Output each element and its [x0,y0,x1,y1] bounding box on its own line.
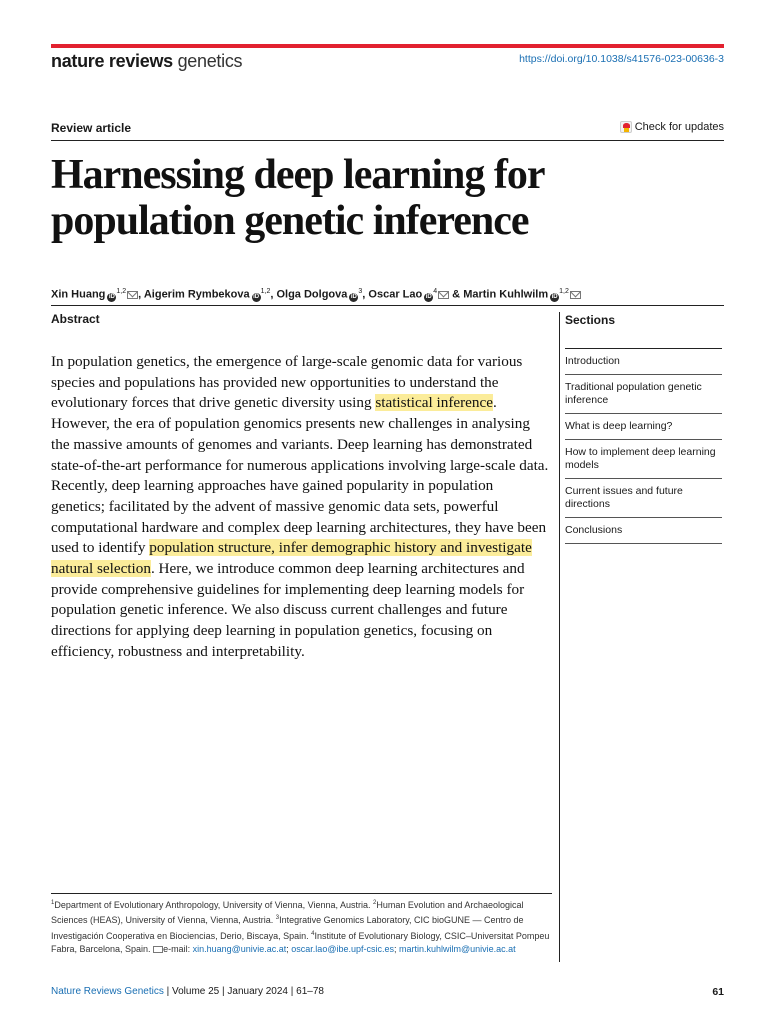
email-link-lao[interactable]: oscar.lao@ibe.upf-csic.es [291,944,394,955]
journal-name-light: genetics [177,51,243,71]
article-title: Harnessing deep learning for population genetic inference [51,152,544,244]
check-updates-label: Check for updates [634,121,724,133]
email-icon [153,946,163,953]
affiliation-1: Department of Evolutionary Anthropology, University of Vienna, Vienna, Austria. [54,900,374,910]
email-icon[interactable] [570,291,581,299]
email-icon[interactable] [127,291,138,299]
section-link-traditional-inference[interactable]: Traditional population genetic inference [565,375,722,414]
author-list [51,288,581,302]
affiliation-2: Human Evolution and Archaeological Sciences (HEAS), University of Vienna, Vienna, Austria. [51,900,524,926]
journal-name-bold: nature reviews [51,51,173,71]
orcid-icon[interactable]: iD [350,293,357,300]
author-affiliation-sup: 3 [358,288,363,295]
email-label: e-mail: [163,944,193,955]
top-accent-bar [51,44,724,48]
author-affiliation-sup: 1,2 [559,288,569,295]
email-link-huang[interactable]: xin.huang@univie.ac.at [192,944,287,955]
page-number: 61 [712,986,724,998]
section-link-introduction[interactable]: Introduction [565,349,722,375]
affiliation-3: Integrative Genomics Laboratory, CIC bioGUNE — Centro de Investigación Cooperativa en Biociencias, Derio, Biscaya, Spain. [51,915,524,941]
footer-citation [51,986,324,997]
affiliations: $^1$Department of Evolutionary Anthropology, University of Vienna, Vienna, Austria. $^2$Human Evolution and Archaeological Sciences (HEAS), University of Vienna, Vienna, Austria. $^3$Integrative Genomics Laboratory, CIC bioGUNE — Centro de Investigación Cooperativa en Biociencias, Derio, Biscaya, Spain. $^4$Institute of Evolutionary Biology, CSIC–Universitat Pompeu Fabra, Barcelona, Spain. e-mail: xin.huang@univie.ac.at; oscar.lao@ibe.upf-csic.es; martin.kuhlwilm@univie.ac.at [51,900,550,955]
author-affiliation-sup: 1,2 [260,288,271,295]
email-link-kuhlwilm[interactable]: martin.kuhlwilm@univie.ac.at [399,944,516,955]
author-name[interactable]: Xin Huang [51,288,106,301]
abstract-part-3: . Here, we introduce common deep learning architectures and provide comprehensive guidelines for implementing deep learning models for population genetic inference. We also discuss current challenges and future directions for applying deep learning in population genetics, focusing on efficiency, robustness and interpretability. [51,560,525,660]
highlight-population-structure[interactable]: population structure, infer demographic history and investigate natural selection [51,539,532,578]
affiliation-4: Institute of Evolutionary Biology, CSIC–Universitat Pompeu Fabra, Barcelona, Spain. [51,930,550,955]
section-link-how-to-implement[interactable]: How to implement deep learning models [565,440,722,479]
author-name[interactable]: Aigerim Rymbekova [143,288,250,301]
author-separator: , [138,288,144,301]
author-separator: , [362,288,369,301]
orcid-icon[interactable]: iD [551,293,558,300]
abstract-text [51,352,551,663]
header-divider [51,140,724,141]
article-type: Review article [51,121,132,135]
author-name[interactable]: Oscar Lao [368,288,423,301]
abstract-part-1: In population genetics, the emergence of large-scale genomic data for various species and populations has provided new opportunities to understand the evolutionary forces that drive genetic diversity using [51,353,523,412]
section-link-conclusions[interactable]: Conclusions [565,518,722,544]
sections-heading: Sections [565,313,616,327]
author-name[interactable]: Martin Kuhlwilm [463,288,549,301]
author-name[interactable]: Olga Dolgova [276,288,348,301]
highlight-statistical-inference[interactable]: statistical inference [375,394,493,412]
check-updates-button[interactable] [620,121,724,133]
affiliations-divider [51,893,552,894]
orcid-icon[interactable]: iD [253,293,260,300]
column-divider [559,312,560,962]
abstract-heading: Abstract [51,312,100,326]
journal-logo[interactable] [51,51,242,72]
author-affiliation-sup: 4 [433,288,438,295]
sections-list [565,349,722,544]
author-affiliation-sup: 1,2 [116,288,127,295]
section-link-what-is-deep-learning[interactable]: What is deep learning? [565,414,722,440]
abstract-part-2: . However, the era of population genomics presents new challenges in analysing the massive amounts of genomes and variants. Deep learning has demonstrated state-of-the-art performance for numerous applications involving large-scale data. Recently, deep learning approaches have gained popularity in population genetics; facilitated by the advent of massive genomic data sets, powerful computational hardware and complex deep learning architectures, they have been used to identify [51,394,549,557]
author-separator: & [449,288,464,301]
orcid-icon[interactable]: iD [108,293,115,300]
authors-divider [51,305,724,306]
check-updates-icon [620,121,632,133]
doi-link[interactable]: https://doi.org/10.1038/s41576-023-00636-3 [519,53,724,65]
footer-issue: | Volume 25 | January 2024 | 61–78 [163,986,324,997]
author-separator: , [270,288,277,301]
footer-journal[interactable]: Nature Reviews Genetics [51,986,164,997]
section-link-current-issues[interactable]: Current issues and future directions [565,479,722,518]
orcid-icon[interactable]: iD [425,293,432,300]
email-icon[interactable] [438,291,449,299]
